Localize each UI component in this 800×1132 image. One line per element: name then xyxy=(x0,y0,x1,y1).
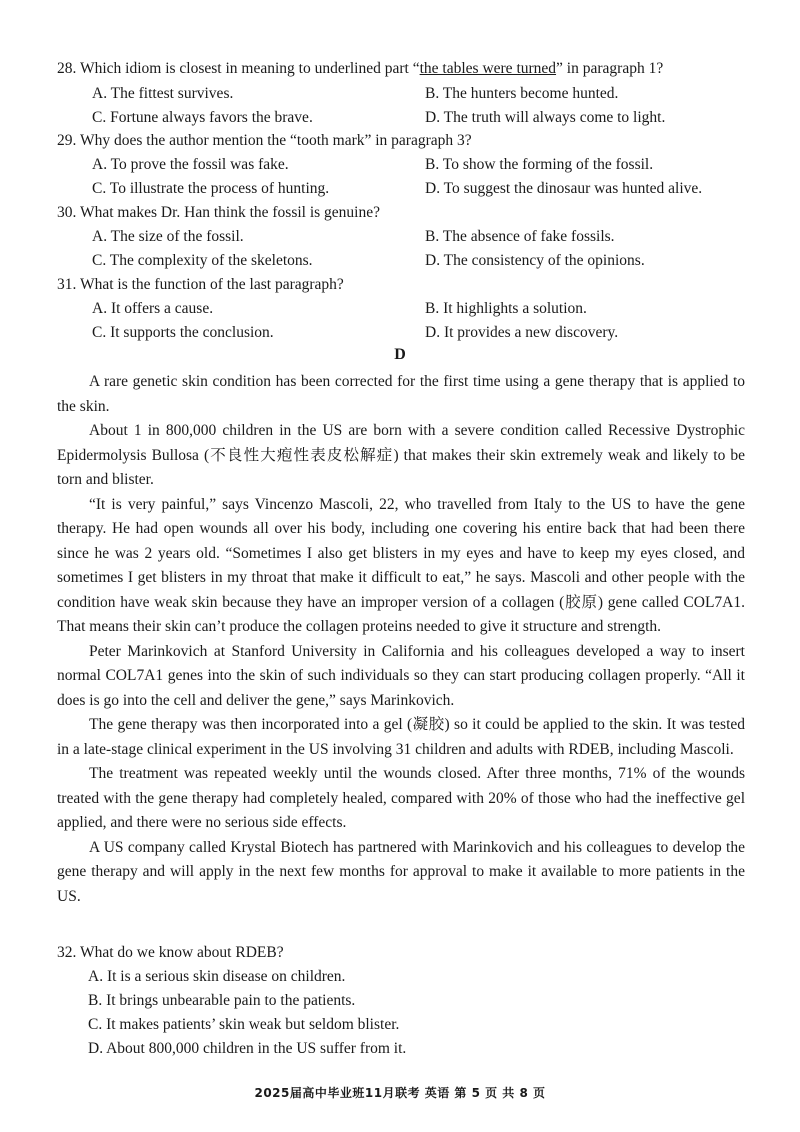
section-label: D xyxy=(394,346,406,363)
question-28-option-d: D. The truth will always come to light. xyxy=(425,109,666,126)
question-29-option-c: C. To illustrate the process of hunting. xyxy=(92,180,330,197)
passage-paragraph-4: Peter Marinkovich at Stanford University in California and his colleagues developed a way to insert normal COL7A1 genes into the skin of such individuals so they can start producing collagen properly. “All it does is go into the cell and deliver the gene,” says Marinkovich. xyxy=(57,642,745,709)
question-30-option-b: B. The absence of fake fossils. xyxy=(425,228,615,245)
question-31-option-d: D. It provides a new discovery. xyxy=(425,324,619,341)
question-29-option-b: B. To show the forming of the fossil. xyxy=(425,156,654,173)
question-31-option-a: A. It offers a cause. xyxy=(92,300,214,317)
question-30-stem: 30. What makes Dr. Han think the fossil is genuine? xyxy=(57,204,381,221)
passage-paragraph-7: A US company called Krystal Biotech has partnered with Marinkovich and his colleagues to develop the gene therapy and will apply in the next few months for approval to make it available to more patients in the US. xyxy=(57,838,745,905)
question-32-option-b: B. It brings unbearable pain to the patients. xyxy=(88,992,356,1009)
question-32-stem: 32. What do we know about RDEB? xyxy=(57,944,284,961)
question-28-option-a: A. The fittest survives. xyxy=(92,85,234,102)
question-28-underlined-phrase: the tables were turned xyxy=(419,60,557,77)
question-32-option-a: A. It is a serious skin disease on children. xyxy=(88,968,346,985)
passage-d xyxy=(57,370,745,909)
question-30-option-d: D. The consistency of the opinions. xyxy=(425,252,645,269)
passage-paragraph-6: The treatment was repeated weekly until the wounds closed. After three months, 71% of the wounds treated with the gene therapy had completely healed, compared with 20% of those who had the ineffective gel applied, and there were no serious side effects. xyxy=(57,765,745,831)
question-29-stem: 29. Why does the author mention the “tooth mark” in paragraph 3? xyxy=(57,132,472,149)
question-29-option-a: A. To prove the fossil was fake. xyxy=(92,156,289,173)
passage-paragraph-3: “It is very painful,” says Vincenzo Mascoli, 22, who travelled from Italy to the US to have the gene therapy. He had open wounds all over his body, including one covering his entire back that had been there since he was 2 years old. “Sometimes I also get blisters in my eyes and have to keep my eyes closed, and sometimes I get blisters in my throat that make it difficult to eat,” he says. Mascoli and other people with the condition have weak skin because they have an improper version of a collagen (胶原) gene called COL7A1. That means their skin can’t produce the collagen proteins needed to give it structure and strength. xyxy=(57,495,745,635)
question-28-option-c: C. Fortune always favors the brave. xyxy=(92,109,313,126)
question-30-option-a: A. The size of the fossil. xyxy=(92,228,244,245)
question-31-option-c: C. It supports the conclusion. xyxy=(92,324,274,341)
page-footer: 2025届高中毕业班11月联考 英语 第 5 页 共 8 页 xyxy=(254,1086,546,1100)
question-28-option-b: B. The hunters become hunted. xyxy=(425,85,619,102)
passage-paragraph-1: A rare genetic skin condition has been corrected for the first time using a gene therapy that is applied to the skin. xyxy=(57,373,745,415)
question-30-option-c: C. The complexity of the skeletons. xyxy=(92,252,313,269)
question-32-option-c: C. It makes patients’ skin weak but seldom blister. xyxy=(88,1016,400,1033)
question-28-stem-pre: 28. Which idiom is closest in meaning to underlined part “ xyxy=(57,60,420,77)
question-31-stem: 31. What is the function of the last paragraph? xyxy=(57,276,344,293)
question-31-option-b: B. It highlights a solution. xyxy=(425,300,587,317)
question-28-stem xyxy=(57,60,663,78)
question-32-option-d: D. About 800,000 children in the US suffer from it. xyxy=(88,1040,407,1057)
question-29-option-d: D. To suggest the dinosaur was hunted alive. xyxy=(425,180,703,197)
passage-paragraph-2: About 1 in 800,000 children in the US are born with a severe condition called Recessive Dystrophic Epidermolysis Bullosa (不良性大疱性表皮松解症) that makes their skin extremely weak and likely to be torn and blister. xyxy=(57,422,745,488)
question-28-stem-post: ” in paragraph 1? xyxy=(556,60,664,77)
passage-paragraph-5: The gene therapy was then incorporated into a gel (凝胶) so it could be applied to the skin. It was tested in a late-stage clinical experiment in the US involving 31 children and adults with RDEB, including Mascoli. xyxy=(57,716,745,758)
